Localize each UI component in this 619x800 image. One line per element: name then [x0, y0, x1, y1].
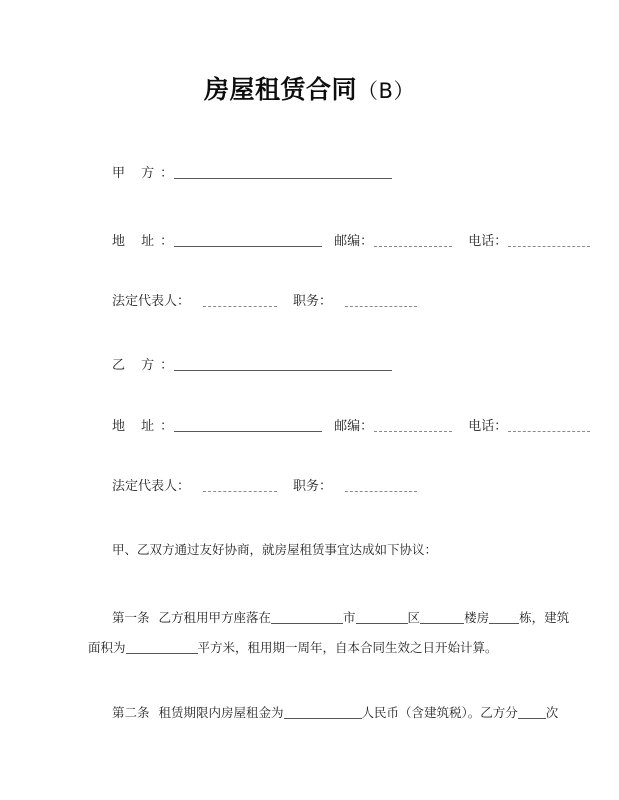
field-row-party-b-name [112, 357, 392, 375]
blank-party-b-job-title[interactable] [345, 478, 417, 492]
field-row-party-b-address [112, 418, 590, 436]
blank-party-a-name[interactable] [174, 165, 392, 179]
preamble-text: 甲、乙双方通过友好协商，就房屋租赁事宜达成如下协议： [112, 542, 438, 557]
colon-party-b-tel: ： [494, 419, 508, 434]
page-title-suffix: （B） [357, 79, 415, 103]
colon-party-b: ： [160, 358, 174, 373]
blank-area[interactable] [126, 641, 198, 654]
clause-one-line2-seg1: 面积为 [88, 640, 126, 655]
label-party-a-address: 地 址 [112, 234, 161, 249]
colon-party-a-representative: ： [177, 294, 191, 309]
colon-party-a-zip: ： [360, 234, 374, 249]
field-row-party-b-representative [112, 478, 417, 496]
blank-party-a-representative[interactable] [203, 293, 277, 307]
blank-party-a-address[interactable] [174, 233, 322, 247]
blank-party-a-job-title[interactable] [345, 293, 417, 307]
colon-party-a-address: ： [160, 234, 174, 249]
blank-party-b-name[interactable] [174, 357, 392, 371]
label-party-a-representative: 法定代表人 [112, 294, 178, 309]
clause-one-number: 第一条 [112, 610, 150, 625]
clause-two-seg3: 次 [545, 705, 559, 720]
page-title [0, 70, 619, 106]
label-party-a-zip: 邮编 [334, 234, 361, 249]
field-row-party-a-name [112, 165, 392, 183]
clause-one-line-1 [112, 603, 570, 633]
blank-district[interactable] [356, 611, 408, 624]
blank-rent-amount[interactable] [284, 706, 362, 719]
clause-one-seg4: 楼房 [464, 610, 490, 625]
clause-one-seg2: 市 [343, 610, 356, 625]
preamble-paragraph [112, 535, 562, 565]
clause-one-seg1: 乙方租用甲方座落在 [158, 610, 272, 625]
colon-party-b-job-title: ： [319, 479, 333, 494]
label-party-b-representative: 法定代表人 [112, 479, 178, 494]
clause-two-number: 第二条 [112, 705, 150, 720]
blank-party-b-address[interactable] [174, 418, 322, 432]
label-party-b-tel: 电话 [468, 419, 495, 434]
colon-party-b-representative: ： [177, 479, 191, 494]
clause-two-seg2: 人民币（含建筑税）。乙方分 [361, 705, 518, 720]
colon-party-a: ： [160, 166, 174, 181]
clause-one-seg3: 区 [407, 610, 421, 625]
field-row-party-a-address [112, 233, 590, 251]
blank-city[interactable] [271, 611, 343, 624]
label-party-b-zip: 邮编 [334, 419, 361, 434]
blank-party-b-tel[interactable] [508, 418, 590, 432]
clause-one-seg5: 栋，建筑 [519, 610, 570, 625]
label-party-b-job-title: 职务 [293, 479, 320, 494]
clause-two-seg1: 租赁期限内房屋租金为 [158, 705, 284, 720]
label-party-a-tel: 电话 [468, 234, 495, 249]
colon-party-a-tel: ： [494, 234, 508, 249]
clause-one-line-2 [88, 633, 538, 663]
colon-party-a-job-title: ： [319, 294, 333, 309]
blank-party-a-zip[interactable] [374, 233, 452, 247]
blank-party-b-representative[interactable] [203, 478, 277, 492]
blank-party-b-zip[interactable] [374, 418, 452, 432]
clause-two-line-1 [112, 698, 562, 728]
blank-building-no[interactable] [489, 611, 519, 624]
colon-party-b-address: ： [160, 419, 174, 434]
clause-one-line2-seg2: 平方米，租用期一周年，自本合同生效之日开始计算。 [197, 640, 498, 655]
blank-party-a-tel[interactable] [508, 233, 590, 247]
blank-payment-times[interactable] [518, 706, 546, 719]
field-row-party-a-representative [112, 293, 417, 311]
label-party-a: 甲 方 [112, 166, 161, 181]
page-title-main: 房屋租赁合同 [204, 75, 358, 104]
blank-building[interactable] [420, 611, 464, 624]
label-party-a-job-title: 职务 [293, 294, 320, 309]
label-party-b-address: 地 址 [112, 419, 161, 434]
colon-party-b-zip: ： [360, 419, 374, 434]
label-party-b: 乙 方 [112, 358, 161, 373]
